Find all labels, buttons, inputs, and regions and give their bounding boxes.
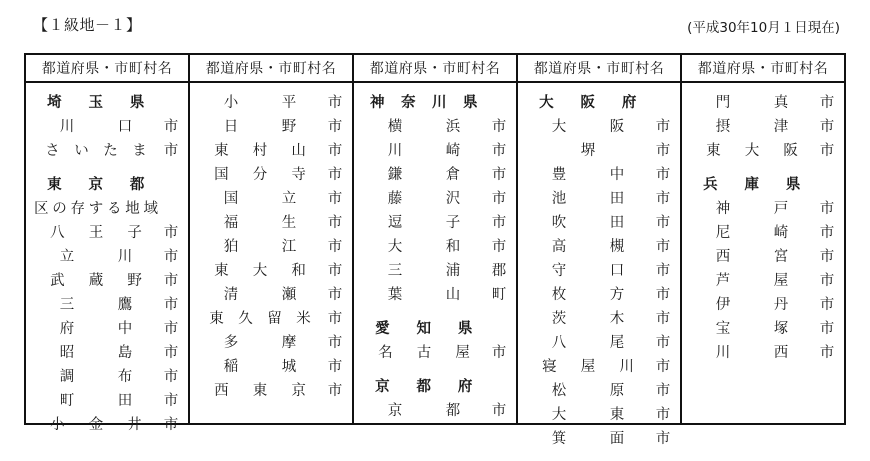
municipality-row — [32, 245, 182, 269]
municipality-row — [32, 365, 182, 389]
municipality-row — [196, 379, 346, 403]
prefecture-name: 大 阪 府 — [539, 95, 637, 111]
municipality-row — [196, 187, 346, 211]
municipality-suffix: 市 — [655, 191, 671, 207]
municipality-name: 大 阪 — [551, 119, 625, 135]
municipality-suffix: 市 — [163, 249, 179, 265]
municipality-suffix: 市 — [327, 143, 343, 159]
municipality-name: 京 都 — [387, 403, 461, 419]
prefecture-row — [524, 91, 674, 115]
column-body — [354, 83, 516, 423]
municipality-suffix: 市 — [819, 249, 835, 265]
municipality-suffix: 市 — [819, 225, 835, 241]
municipality-row — [196, 331, 346, 355]
municipality-suffix: 町 — [491, 287, 507, 303]
municipality-name: 八 尾 — [551, 335, 625, 351]
municipality-suffix: 市 — [655, 263, 671, 279]
municipality-suffix: 市 — [327, 311, 343, 327]
municipality-row — [32, 293, 182, 317]
municipality-row — [32, 221, 182, 245]
row-spacer — [688, 163, 838, 173]
municipality-row — [196, 235, 346, 259]
municipality-name: 調 布 — [59, 369, 133, 385]
municipality-name: 国 立 — [223, 191, 297, 207]
municipality-suffix: 市 — [655, 431, 671, 447]
municipality-row — [688, 91, 838, 115]
municipality-row — [524, 379, 674, 403]
municipality-row — [688, 139, 838, 163]
municipality-row — [524, 283, 674, 307]
municipality-name: 横 浜 — [387, 119, 461, 135]
municipality-row — [32, 413, 182, 437]
municipality-row — [688, 115, 838, 139]
municipality-suffix: 市 — [491, 345, 507, 361]
municipality-suffix: 市 — [327, 167, 343, 183]
municipality-name: 三 鷹 — [59, 297, 133, 313]
municipality-row — [32, 389, 182, 413]
municipality-row — [524, 355, 674, 379]
table-column — [26, 55, 190, 433]
municipality-suffix: 市 — [327, 383, 343, 399]
municipality-suffix: 市 — [163, 417, 179, 433]
municipality-suffix: 市 — [819, 95, 835, 111]
municipality-suffix: 市 — [655, 119, 671, 135]
municipality-name: 松 原 — [551, 383, 625, 399]
municipality-suffix: 市 — [819, 119, 835, 135]
municipality-suffix: 市 — [655, 383, 671, 399]
municipality-suffix: 市 — [655, 359, 671, 375]
municipality-row — [360, 341, 510, 365]
municipality-name: 国 分 寺 — [214, 167, 306, 183]
municipality-row — [360, 187, 510, 211]
municipality-row — [688, 317, 838, 341]
municipality-name: 守 口 — [551, 263, 625, 279]
municipality-suffix: 市 — [327, 335, 343, 351]
municipality-row — [32, 197, 182, 221]
prefecture-row — [360, 375, 510, 399]
municipality-name: 芦 屋 — [715, 273, 789, 289]
column-header: 都道府県・市町村名 — [190, 55, 352, 83]
municipality-suffix: 市 — [163, 225, 179, 241]
municipality-suffix: 市 — [819, 201, 835, 217]
municipality-name: 川 崎 — [387, 143, 461, 159]
municipality-suffix: 市 — [819, 345, 835, 361]
municipality-name: 東 村 山 — [214, 143, 306, 159]
municipality-suffix: 市 — [163, 369, 179, 385]
as-of-date: (平成30年10月１日現在) — [687, 20, 840, 36]
municipality-suffix: 市 — [819, 321, 835, 337]
municipality-name: 箕 面 — [551, 431, 625, 447]
row-spacer — [32, 163, 182, 173]
municipality-name: 葉 山 — [387, 287, 461, 303]
municipality-suffix: 市 — [655, 335, 671, 351]
municipality-row — [524, 235, 674, 259]
municipality-suffix: 市 — [655, 407, 671, 423]
municipality-row — [688, 245, 838, 269]
municipality-name: 摂 津 — [715, 119, 789, 135]
municipality-suffix: 市 — [491, 191, 507, 207]
municipality-row — [32, 317, 182, 341]
municipality-name: 豊 中 — [551, 167, 625, 183]
municipality-suffix: 市 — [163, 273, 179, 289]
row-spacer — [360, 307, 510, 317]
municipality-name: 茨 木 — [551, 311, 625, 327]
municipality-name: 大 和 — [387, 239, 461, 255]
municipality-name: 多 摩 — [223, 335, 297, 351]
municipality-row — [524, 307, 674, 331]
municipality-suffix: 市 — [491, 403, 507, 419]
municipality-row — [196, 259, 346, 283]
municipality-suffix: 市 — [491, 143, 507, 159]
municipality-name: 鎌 倉 — [387, 167, 461, 183]
prefecture-row — [688, 173, 838, 197]
municipality-suffix: 市 — [327, 119, 343, 135]
prefecture-name: 兵 庫 県 — [703, 177, 801, 193]
municipality-table — [24, 53, 846, 447]
municipality-name: 清 瀬 — [223, 287, 297, 303]
municipality-suffix: 市 — [491, 239, 507, 255]
municipality-suffix: 市 — [327, 215, 343, 231]
municipality-row — [688, 197, 838, 221]
municipality-suffix: 市 — [163, 321, 179, 337]
document-header — [0, 14, 870, 40]
column-body — [682, 83, 844, 423]
prefecture-name: 愛 知 県 — [375, 321, 473, 337]
municipality-name: 尼 崎 — [715, 225, 789, 241]
municipality-suffix: 市 — [655, 215, 671, 231]
municipality-name: 小 平 — [223, 95, 297, 111]
municipality-name: 立 川 — [59, 249, 133, 265]
municipality-suffix: 市 — [163, 393, 179, 409]
municipality-name: 東 大 和 — [214, 263, 306, 279]
municipality-name: 宝 塚 — [715, 321, 789, 337]
prefecture-name: 京 都 府 — [375, 379, 473, 395]
table-column — [354, 55, 518, 423]
municipality-row — [688, 269, 838, 293]
municipality-name: 区 の 存 す る 地 域 — [34, 201, 158, 217]
municipality-row — [32, 139, 182, 163]
municipality-suffix: 市 — [327, 95, 343, 111]
column-header: 都道府県・市町村名 — [26, 55, 188, 83]
municipality-row — [524, 403, 674, 427]
municipality-row — [524, 115, 674, 139]
row-spacer — [360, 365, 510, 375]
municipality-name: 福 生 — [223, 215, 297, 231]
municipality-suffix: 市 — [327, 191, 343, 207]
municipality-row — [360, 211, 510, 235]
prefecture-name: 埼 玉 県 — [47, 95, 145, 111]
municipality-name: 西 東 京 — [214, 383, 306, 399]
prefecture-row — [32, 91, 182, 115]
municipality-row — [32, 269, 182, 293]
prefecture-row — [32, 173, 182, 197]
municipality-name: 名 古 屋 — [378, 345, 470, 361]
municipality-name: 三 浦 — [387, 263, 461, 279]
table-column — [190, 55, 354, 423]
municipality-name: 高 槻 — [551, 239, 625, 255]
municipality-suffix: 市 — [327, 287, 343, 303]
municipality-name: 伊 丹 — [715, 297, 789, 313]
municipality-name: 神 戸 — [715, 201, 789, 217]
municipality-suffix: 市 — [163, 345, 179, 361]
municipality-row — [360, 139, 510, 163]
municipality-row — [360, 259, 510, 283]
municipality-row — [524, 139, 674, 163]
municipality-name: 狛 江 — [223, 239, 297, 255]
municipality-name: 西 宮 — [715, 249, 789, 265]
municipality-suffix: 市 — [819, 143, 835, 159]
municipality-row — [196, 307, 346, 331]
municipality-row — [360, 115, 510, 139]
prefecture-name: 東 京 都 — [47, 177, 145, 193]
column-header: 都道府県・市町村名 — [518, 55, 680, 83]
municipality-name: 町 田 — [59, 393, 133, 409]
municipality-row — [196, 91, 346, 115]
municipality-name: 稲 城 — [223, 359, 297, 375]
municipality-suffix: 市 — [327, 263, 343, 279]
municipality-name: 寝 屋 川 — [542, 359, 634, 375]
municipality-name: 門 真 — [715, 95, 789, 111]
municipality-row — [196, 163, 346, 187]
municipality-suffix: 市 — [655, 311, 671, 327]
municipality-name: 枚 方 — [551, 287, 625, 303]
municipality-row — [524, 187, 674, 211]
prefecture-name: 神 奈 川 県 — [370, 95, 478, 111]
municipality-row — [524, 211, 674, 235]
municipality-suffix: 市 — [327, 359, 343, 375]
table-column — [518, 55, 682, 447]
municipality-row — [524, 331, 674, 355]
municipality-row — [360, 399, 510, 423]
municipality-name: 堺 — [580, 143, 596, 159]
municipality-name: 川 口 — [59, 119, 133, 135]
column-body — [518, 83, 680, 447]
municipality-suffix: 市 — [655, 239, 671, 255]
column-body — [26, 83, 188, 433]
municipality-suffix: 市 — [819, 297, 835, 313]
column-body — [190, 83, 352, 423]
municipality-name: 府 中 — [59, 321, 133, 337]
municipality-row — [196, 355, 346, 379]
municipality-row — [360, 283, 510, 307]
municipality-row — [32, 115, 182, 139]
municipality-name: 大 東 — [551, 407, 625, 423]
municipality-row — [196, 283, 346, 307]
municipality-row — [360, 163, 510, 187]
municipality-suffix: 市 — [491, 119, 507, 135]
municipality-suffix: 市 — [655, 167, 671, 183]
municipality-name: 東 大 阪 — [706, 143, 798, 159]
municipality-name: 川 西 — [715, 345, 789, 361]
municipality-row — [196, 211, 346, 235]
municipality-row — [524, 163, 674, 187]
column-header: 都道府県・市町村名 — [682, 55, 844, 83]
table-column — [682, 55, 844, 423]
prefecture-row — [360, 317, 510, 341]
municipality-name: 八 王 子 — [50, 225, 142, 241]
municipality-name: 逗 子 — [387, 215, 461, 231]
prefecture-row — [360, 91, 510, 115]
municipality-suffix: 市 — [819, 273, 835, 289]
page-title: 【１級地－１】 — [33, 16, 142, 34]
municipality-suffix: 市 — [655, 287, 671, 303]
municipality-row — [688, 341, 838, 365]
municipality-row — [688, 221, 838, 245]
municipality-row — [32, 341, 182, 365]
municipality-suffix: 市 — [491, 167, 507, 183]
municipality-row — [196, 115, 346, 139]
municipality-suffix: 市 — [327, 239, 343, 255]
municipality-suffix: 市 — [491, 215, 507, 231]
municipality-name: 小 金 井 — [50, 417, 142, 433]
municipality-row — [196, 139, 346, 163]
municipality-name: 吹 田 — [551, 215, 625, 231]
municipality-row — [688, 293, 838, 317]
municipality-row — [360, 235, 510, 259]
municipality-suffix: 市 — [163, 119, 179, 135]
column-header: 都道府県・市町村名 — [354, 55, 516, 83]
municipality-name: 藤 沢 — [387, 191, 461, 207]
municipality-name: 日 野 — [223, 119, 297, 135]
municipality-suffix: 市 — [163, 297, 179, 313]
municipality-suffix: 郡 — [491, 263, 507, 279]
municipality-name: 東 久 留 米 — [209, 311, 311, 327]
municipality-name: 武 蔵 野 — [50, 273, 142, 289]
municipality-name: 昭 島 — [59, 345, 133, 361]
municipality-row — [524, 259, 674, 283]
municipality-name: さ い た ま — [45, 143, 147, 159]
municipality-suffix: 市 — [163, 143, 179, 159]
municipality-suffix: 市 — [655, 143, 671, 159]
municipality-row — [524, 427, 674, 451]
municipality-name: 池 田 — [551, 191, 625, 207]
